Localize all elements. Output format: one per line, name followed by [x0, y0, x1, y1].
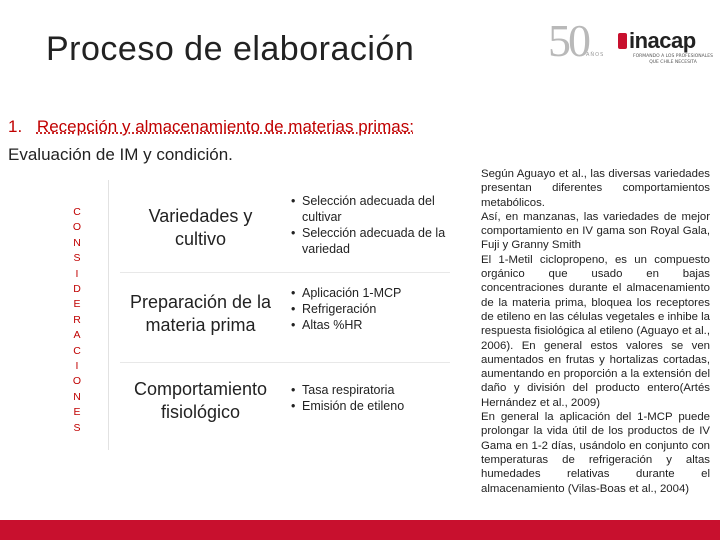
bullet-item: • Emisión de etileno — [288, 398, 448, 414]
step-heading — [8, 117, 414, 137]
vertical-letter: O — [72, 375, 82, 388]
vertical-letter: C — [73, 344, 81, 357]
vertical-letter: D — [73, 283, 81, 296]
row-divider — [120, 362, 450, 363]
row-divider — [120, 272, 450, 273]
column-divider — [108, 180, 109, 450]
vertical-letter: R — [73, 313, 81, 326]
explanatory-text — [481, 167, 710, 496]
vertical-word-consideraciones — [70, 205, 84, 436]
vertical-letter: I — [75, 360, 79, 373]
vertical-letter: C — [73, 206, 81, 218]
bullet-item: • Aplicación 1-MCP — [288, 285, 448, 301]
row-heading — [113, 205, 288, 251]
row-heading-line: Comportamiento — [133, 379, 268, 399]
vertical-letter: S — [73, 252, 81, 265]
footer-bar — [0, 520, 720, 540]
logo-mark-icon — [618, 33, 627, 49]
logo-anniversary-number: 50 — [548, 15, 588, 66]
logo-tagline: FORMANDO A LOS PROFESIONALES QUE CHILE NECESITA — [633, 54, 713, 65]
row-heading — [113, 291, 288, 337]
logo-brand: inacap — [629, 28, 696, 53]
row-heading-line: Preparación de la — [129, 292, 272, 312]
vertical-letter: S — [73, 421, 81, 434]
row-heading — [113, 378, 288, 424]
step-subheading: Evaluación de IM y condición. — [8, 145, 233, 164]
step-number: 1. — [8, 117, 23, 136]
row-bullets — [288, 382, 448, 414]
text-paragraph: Según Aguayo et al., las diversas variedades presentan diferentes comportamientos metabólicos. — [481, 168, 710, 209]
bullet-item: • Altas %HR — [288, 317, 448, 333]
text-paragraph: El 1-Metil ciclopropeno, es un compuesto orgánico que usado en bajas concentraciones durante el almacenamiento de la materia prima, bloquea los receptores de etileno en las células vegetales e inhibe la respuesta fisiológica al etileno (Aguayo et al., 2006). En general estos valores se ven aumentados en frutas y hortalizas cortadas, aumentando en proporción a la extensión del daño y división del producto entero(Artés Hernández et al., 2009) — [481, 253, 710, 409]
row-heading-line: fisiológico — [160, 402, 241, 422]
vertical-letter: E — [73, 406, 81, 419]
text-paragraph: En general la aplicación del 1-MCP puede prolongar la vida útil de los productos de IV Gama en 1-2 días, usándolo en conjunto con temperaturas de refrigeración y altas humedades relativas durante el almacenamiento (Vilas-Boas et al., 2004) — [481, 411, 710, 495]
row-heading-line: materia prima — [145, 315, 256, 335]
row-heading-line: Variedades y — [148, 206, 253, 226]
vertical-letter: A — [73, 329, 81, 342]
logo-years-label: AÑOS — [586, 52, 605, 58]
bullet-item: • Tasa respiratoria — [288, 382, 448, 398]
bullet-item: • Selección adecuada de la variedad — [288, 225, 448, 257]
row-heading-line: cultivo — [174, 229, 227, 249]
vertical-letter: N — [73, 390, 81, 403]
vertical-letter: I — [75, 267, 79, 280]
step-title: Recepción y almacenamiento de materias primas: — [36, 117, 414, 136]
row-bullets — [288, 193, 448, 257]
vertical-letter: O — [72, 221, 82, 234]
page-title: Proceso de elaboración — [46, 30, 415, 68]
text-paragraph: Así, en manzanas, las variedades de mejor comportamiento en IV gama son Royal Gala, Fuji y Granny Smith — [481, 210, 710, 252]
vertical-letter: E — [73, 298, 81, 311]
bullet-item: • Refrigeración — [288, 301, 448, 317]
inacap-logo — [542, 14, 717, 74]
vertical-letter: N — [73, 236, 81, 249]
bullet-item: • Selección adecuada del cultivar — [288, 193, 448, 225]
row-bullets — [288, 285, 448, 333]
